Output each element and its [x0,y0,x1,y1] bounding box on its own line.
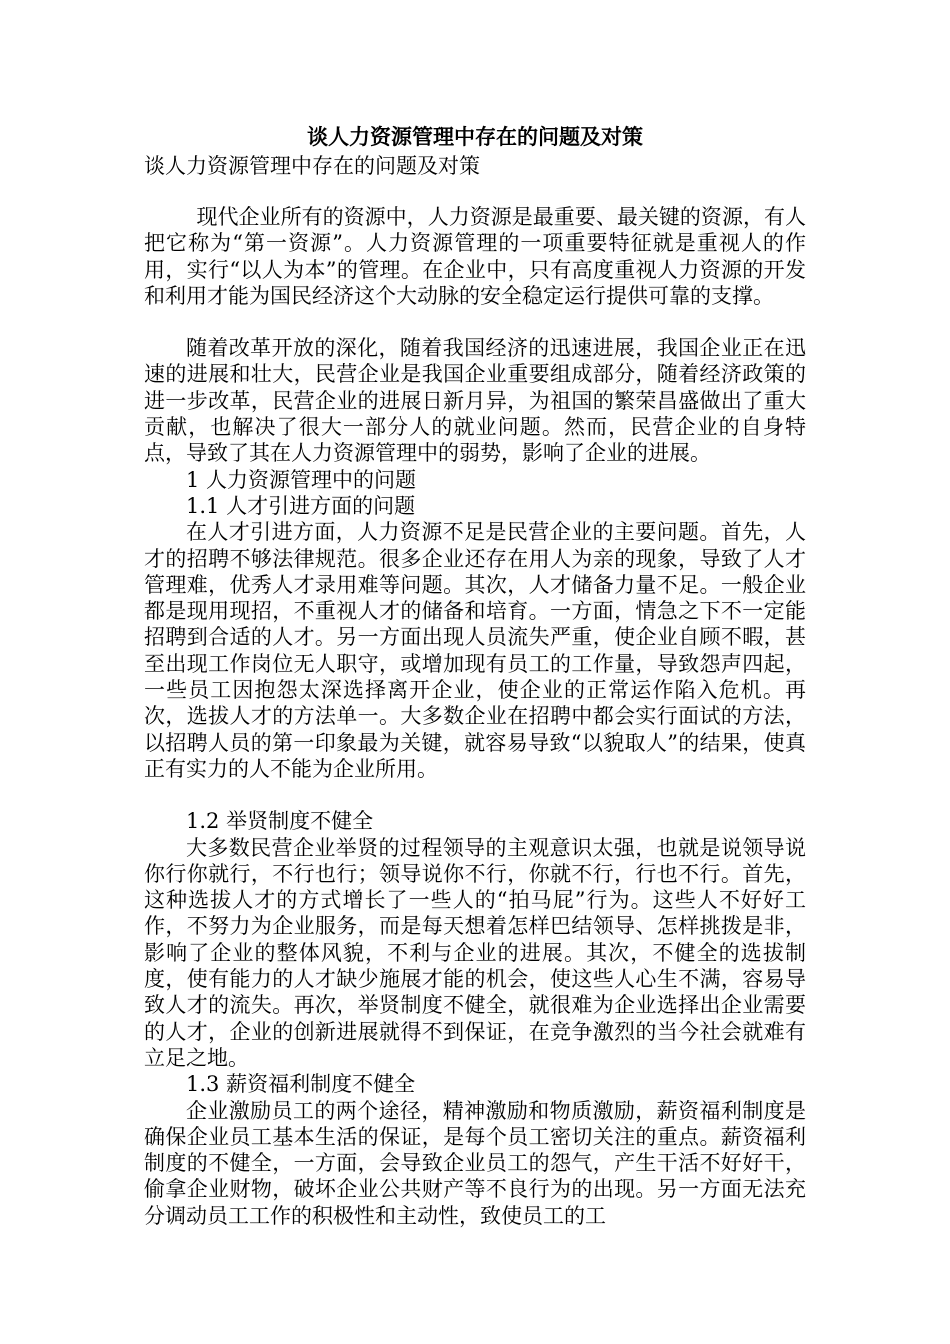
paragraph-talent-introduction: 在人才引进方面，人力资源不足是民营企业的主要问题。首先，人才的招聘不够法律规范。很多企业还存在用人为亲的现象，导致了人才管理难，优秀人才录用难等问题。其次，人才储备力量不足。一般企业都是现用现招，不重视人才的储备和培育。一方面，情急之下不一定能招聘到合适的人才。另一方面出现人员流失严重，使企业自顾不暇，甚至出现工作岗位无人职守，或增加现有员工的工作量，导致怨声四起，一些员工因抱怨太深选择离开企业，使企业的正常运作陷入危机。再次，选拔人才的方法单一。大多数企业在招聘中都会实行面试的方法，以招聘人员的第一印象最为关键，就容易导致“以貌取人”的结果，使真正有实力的人不能为企业所用。 [144,520,806,781]
paragraph-promotion-system: 大多数民营企业举贤的过程领导的主观意识太强，也就是说领导说你行你就行，不行也行；领导说你不行，你就不行，行也不行。首先，这种选拔人才的方式增长了一些人的“拍马屁”行为。这些人不好好工作，不努力为企业服务，而是每天想着怎样巴结领导、怎样挑拨是非，影响了企业的整体风貌，不利与企业的进展。其次，不健全的选拔制度，使有能力的人才缺少施展才能的机会，使这些人心生不满，容易导致人才的流失。再次，举贤制度不健全，就很难为企业选择出企业需要的人才，企业的创新进展就得不到保证，在竞争激烈的当今社会就难有立足之地。 [144,835,806,1070]
section-heading-1: 1 人力资源管理中的问题 [186,467,417,492]
document-body [144,204,806,1229]
section-heading-1-2: 1.2 举贤制度不健全 [186,809,374,834]
paragraph-gap [144,309,806,335]
paragraph-background: 随着改革开放的深化，随着我国经济的迅速进展，我国企业正在迅速的进展和壮大，民营企业是我国企业重要组成部分，随着经济政策的进一步改革，民营企业的进展日新月异，为祖国的繁荣昌盛做出了重大贡献，也解决了很大一部分人的就业问题。然而，民营企业的自身特点，导致了其在人力资源管理中的弱势，影响了企业的进展。 [144,336,806,466]
document-subtitle: 谈人力资源管理中存在的问题及对策 [144,154,480,178]
document-title: 谈人力资源管理中存在的问题及对策 [307,124,643,149]
paragraph-gap [144,782,806,808]
section-heading-1-1: 1.1 人才引进方面的问题 [186,493,416,518]
section-heading-1-3: 1.3 薪资福利制度不健全 [186,1072,416,1097]
paragraph-intro: 现代企业所有的资源中，人力资源是最重要、最关键的资源，有人把它称为“第一资源”。人力资源管理的一项重要特征就是重视人的作用，实行“以人为本”的管理。在企业中，只有高度重视人力资源的开发和利用才能为国民经济这个大动脉的安全稳定运行提供可靠的支撑。 [144,205,806,308]
paragraph-salary-welfare: 企业激励员工的两个途径，精神激励和物质激励，薪资福利制度是确保企业员工基本生活的保证，是每个员工密切关注的重点。薪资福利制度的不健全，一方面，会导致企业员工的怨气，产生干活不好好干，偷拿企业财物，破坏企业公共财产等不良行为的出现。另一方面无法充分调动员工工作的积极性和主动性，致使员工的工 [144,1098,806,1228]
